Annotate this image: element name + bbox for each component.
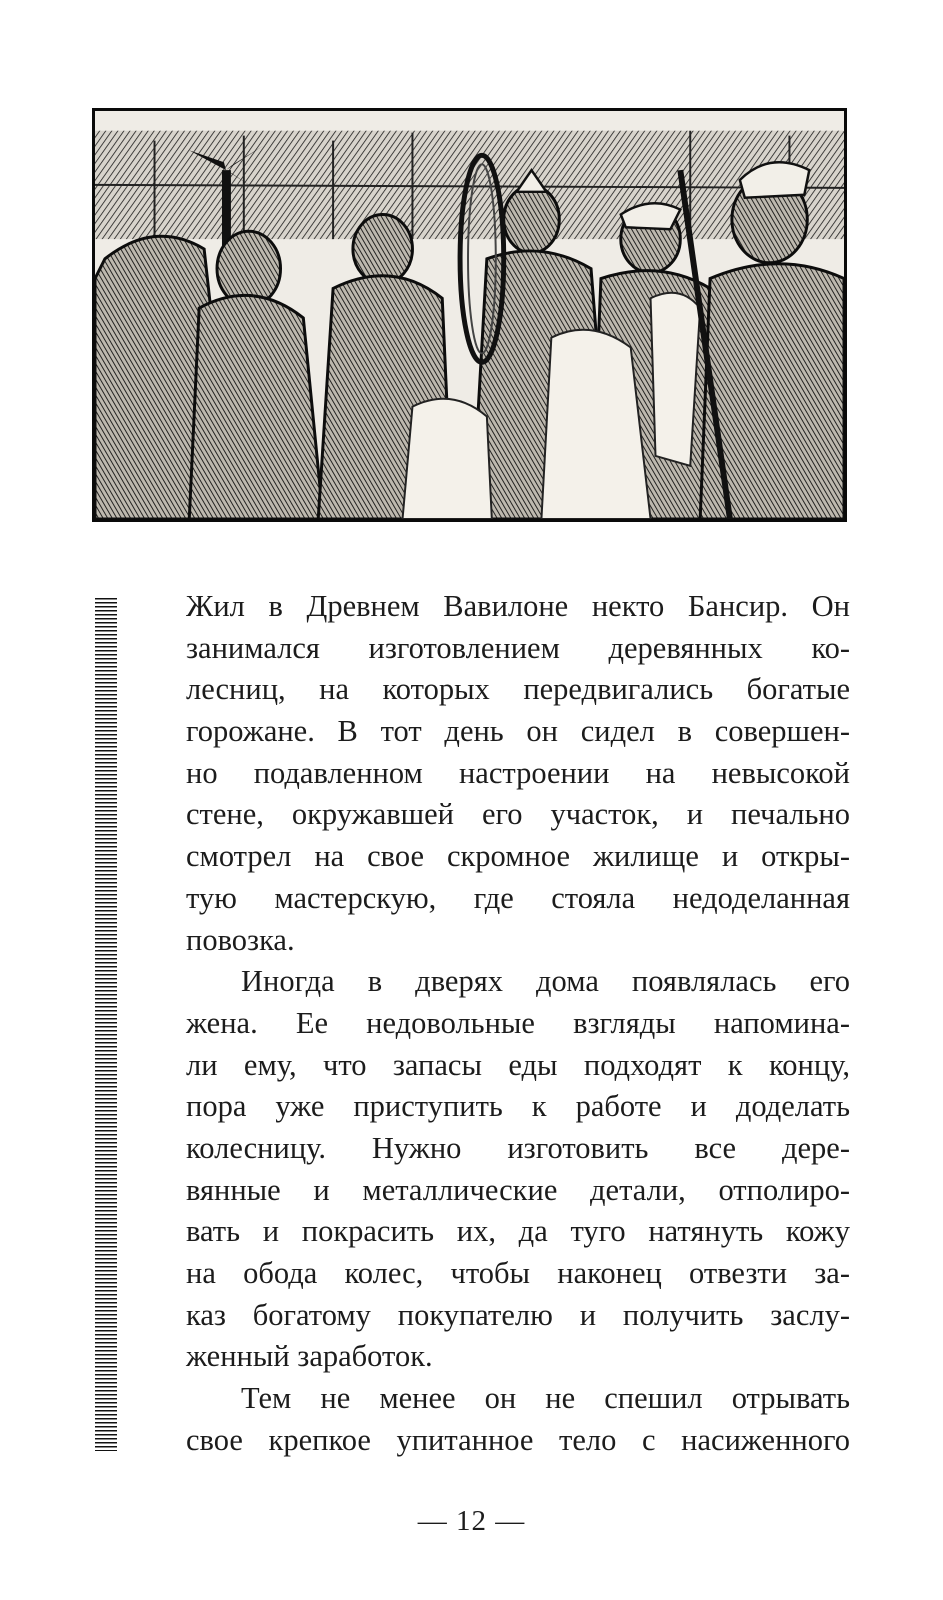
text-line: вать и покрасить их, да туго натянуть кожу (186, 1214, 850, 1249)
text-line: на обода колес, чтобы наконец отвезти за- (186, 1256, 850, 1290)
text-line: Тем не менее он не спешил отрывать (241, 1381, 850, 1416)
decorative-side-bar (95, 598, 117, 1451)
body-text (186, 586, 850, 1461)
text-line: повозка. (186, 922, 295, 957)
text-line: Иногда в дверях дома появлялась его (241, 964, 850, 999)
text-line: свое крепкое упитанное тело с насиженного (186, 1422, 850, 1457)
illustration (92, 108, 847, 522)
text-line: жена. Ее недовольные взгляды напомина- (186, 1005, 850, 1040)
text-line: каз богатому покупателю и получить заслу- (186, 1297, 850, 1332)
text-line: колесницу. Нужно изготовить все дере- (186, 1130, 850, 1165)
text-line: женный заработок. (186, 1339, 433, 1374)
text-line: ли ему, что запасы еды подходят к концу, (186, 1047, 850, 1082)
text-line: стене, окружавшей его участок, и печально (186, 797, 850, 832)
text-line: Жил в Древнем Вавилоне некто Бансир. Он (186, 589, 850, 623)
engraving-babylon-scene-icon (95, 111, 844, 519)
text-line: тую мастерскую, где стояла недоделанная (186, 880, 850, 915)
text-line: горожане. В тот день он сидел в совершен- (186, 714, 850, 749)
text-line: лесниц, на которых передвигались богатые (186, 672, 850, 707)
text-line: пора уже приступить к работе и доделать (186, 1089, 850, 1124)
text-line: вянные и металлические детали, отполиро- (186, 1172, 850, 1207)
text-line: смотрел на свое скромное жилище и откры- (186, 839, 850, 874)
text-line: но подавленном настроении на невысокой (186, 755, 850, 790)
page-number: — 12 — (417, 1505, 526, 1537)
text-line: занимался изготовлением деревянных ко- (186, 630, 850, 665)
